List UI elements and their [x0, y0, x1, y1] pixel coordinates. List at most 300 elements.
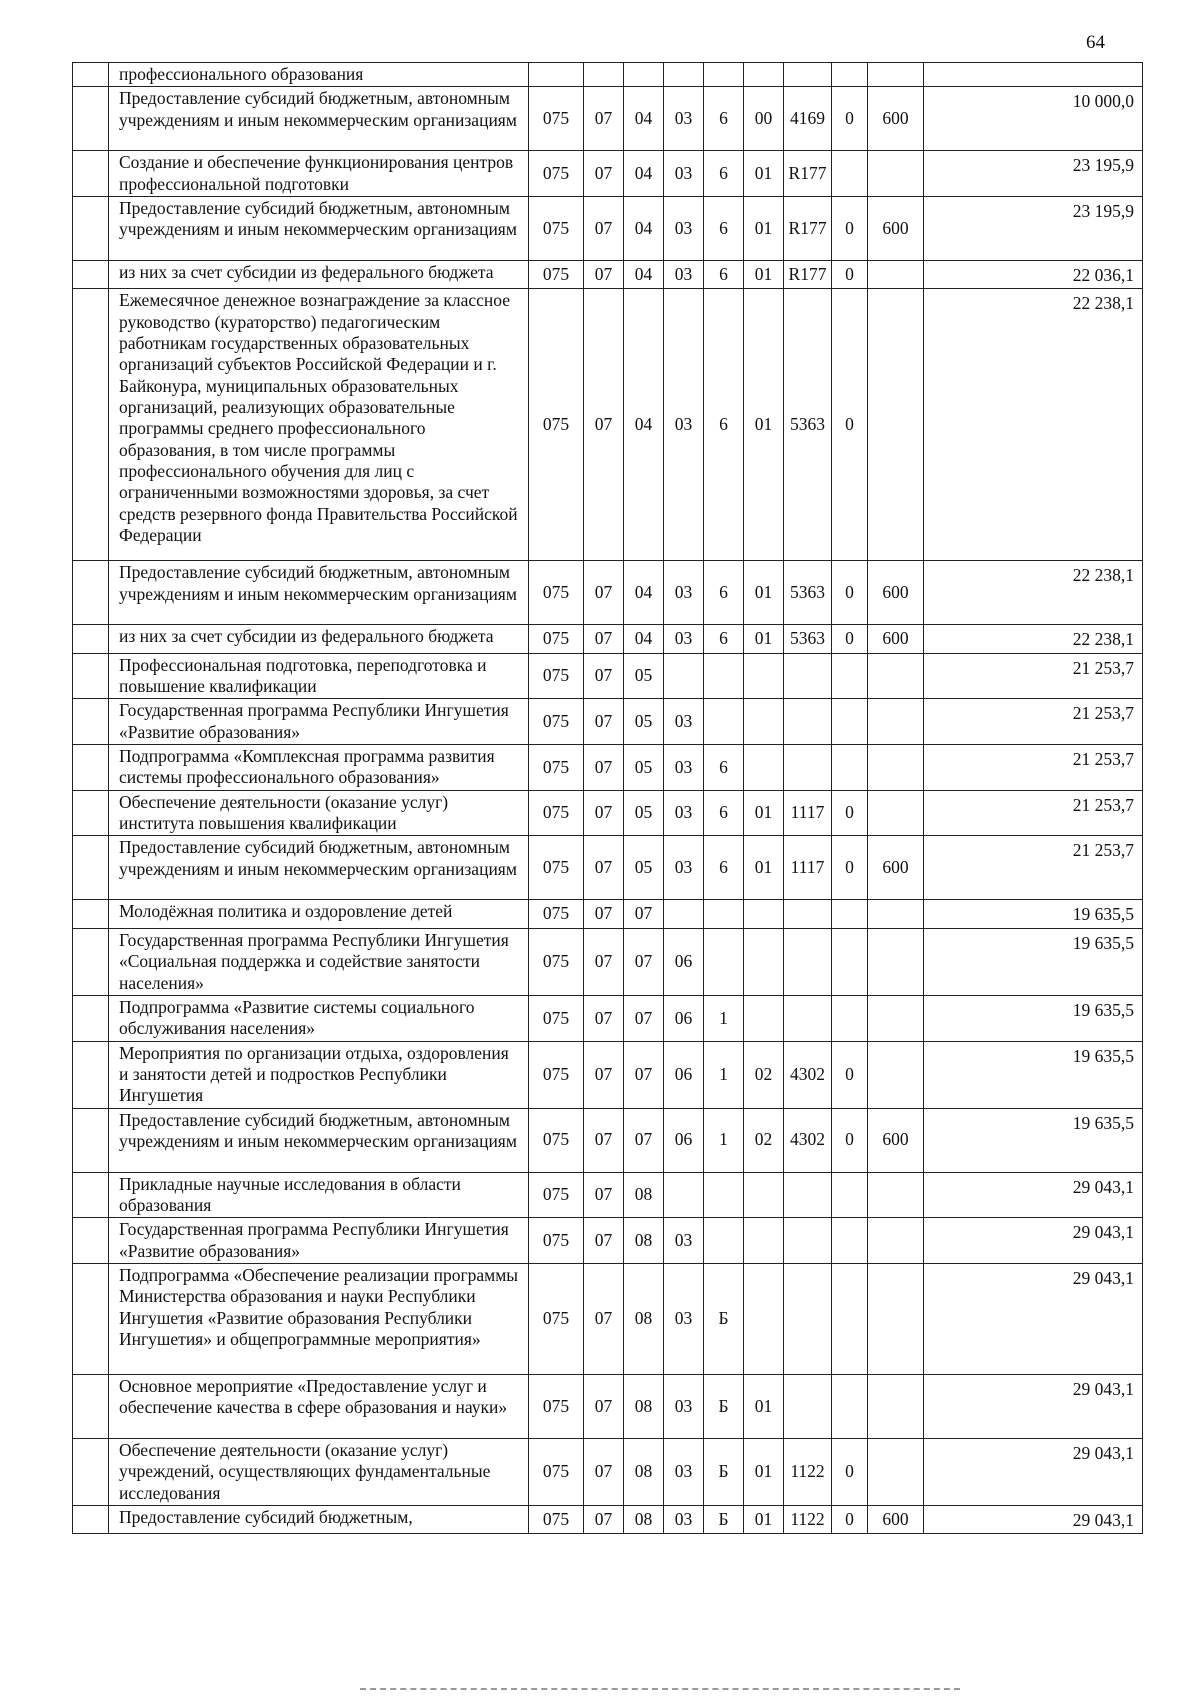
row-number-cell	[73, 87, 109, 151]
row-number-cell	[73, 1218, 109, 1264]
code-section: 07	[584, 928, 624, 995]
code-code-digit: 0	[832, 1108, 868, 1172]
code-subprogram	[704, 1218, 744, 1264]
table-row	[73, 561, 1143, 625]
code-subsection: 07	[624, 900, 664, 928]
code-section: 07	[584, 1438, 624, 1505]
code-section: 07	[584, 1108, 624, 1172]
row-name: Предоставление субсидий бюджетным,	[109, 1505, 529, 1533]
code-section: 07	[584, 1374, 624, 1438]
code-code-digit	[832, 928, 868, 995]
code-gl-admin: 075	[529, 900, 584, 928]
code-expense-type	[868, 1218, 924, 1264]
table-row	[73, 653, 1143, 699]
code-program: 03	[664, 561, 704, 625]
code-direction	[784, 745, 832, 791]
row-sum: 23 195,9	[924, 197, 1143, 261]
code-gl-admin: 075	[529, 1438, 584, 1505]
code-code-digit: 0	[832, 1505, 868, 1533]
code-direction: R177	[784, 261, 832, 289]
code-code-digit: 0	[832, 561, 868, 625]
code-main-activity: 01	[744, 1374, 784, 1438]
code-program: 03	[664, 745, 704, 791]
code-main-activity: 01	[744, 1505, 784, 1533]
code-direction: R177	[784, 151, 832, 197]
code-subsection: 04	[624, 87, 664, 151]
code-subsection: 04	[624, 151, 664, 197]
code-direction	[784, 900, 832, 928]
code-main-activity	[744, 995, 784, 1041]
code-code-digit	[832, 699, 868, 745]
code-subprogram: 6	[704, 151, 744, 197]
code-subprogram: 6	[704, 561, 744, 625]
code-section: 07	[584, 261, 624, 289]
code-subprogram: 6	[704, 625, 744, 653]
code-subsection: 08	[624, 1172, 664, 1218]
code-direction	[784, 653, 832, 699]
code-direction: 1117	[784, 836, 832, 900]
code-direction: 1122	[784, 1438, 832, 1505]
row-number-cell	[73, 1505, 109, 1533]
row-sum	[924, 63, 1143, 87]
row-number-cell	[73, 63, 109, 87]
code-gl-admin: 075	[529, 1263, 584, 1374]
code-code-digit	[832, 1218, 868, 1264]
code-section: 07	[584, 745, 624, 791]
row-sum: 19 635,5	[924, 1108, 1143, 1172]
code-subprogram: 1	[704, 1041, 744, 1108]
code-expense-type	[868, 289, 924, 561]
row-number-cell	[73, 790, 109, 836]
code-subsection	[624, 63, 664, 87]
code-gl-admin: 075	[529, 653, 584, 699]
code-subprogram	[704, 653, 744, 699]
table-row	[73, 1438, 1143, 1505]
row-name: Обеспечение деятельности (оказание услуг) института повышения квалификации	[109, 790, 529, 836]
code-subsection: 05	[624, 836, 664, 900]
row-sum: 22 238,1	[924, 289, 1143, 561]
code-subsection: 05	[624, 745, 664, 791]
code-subprogram: Б	[704, 1438, 744, 1505]
code-subsection: 08	[624, 1438, 664, 1505]
row-sum: 23 195,9	[924, 151, 1143, 197]
table-row	[73, 87, 1143, 151]
code-code-digit	[832, 1263, 868, 1374]
code-program: 03	[664, 625, 704, 653]
code-code-digit: 0	[832, 790, 868, 836]
table-row	[73, 289, 1143, 561]
code-direction: R177	[784, 197, 832, 261]
code-code-digit	[832, 151, 868, 197]
row-name: Подпрограмма «Обеспечение реализации программы Министерства образования и науки Республики Ингушетия «Развитие образования Республики Ингушетия» и общепрограммные мероприятия»	[109, 1263, 529, 1374]
table-row	[73, 699, 1143, 745]
row-number-cell	[73, 995, 109, 1041]
code-main-activity	[744, 1263, 784, 1374]
code-expense-type	[868, 928, 924, 995]
code-subsection: 04	[624, 261, 664, 289]
row-sum: 21 253,7	[924, 653, 1143, 699]
code-section: 07	[584, 625, 624, 653]
code-section: 07	[584, 1172, 624, 1218]
code-section: 07	[584, 790, 624, 836]
row-sum: 22 036,1	[924, 261, 1143, 289]
row-sum: 19 635,5	[924, 1041, 1143, 1108]
code-subprogram: 6	[704, 87, 744, 151]
code-gl-admin: 075	[529, 289, 584, 561]
row-name: Предоставление субсидий бюджетным, автономным учреждениям и иным некоммерческим организациям	[109, 1108, 529, 1172]
code-subsection: 07	[624, 995, 664, 1041]
code-subprogram: 6	[704, 261, 744, 289]
code-main-activity: 01	[744, 261, 784, 289]
row-number-cell	[73, 1263, 109, 1374]
budget-table	[72, 62, 1143, 1534]
code-program: 03	[664, 1505, 704, 1533]
code-gl-admin: 075	[529, 625, 584, 653]
code-program: 03	[664, 151, 704, 197]
code-section: 07	[584, 836, 624, 900]
code-gl-admin: 075	[529, 699, 584, 745]
row-name: Предоставление субсидий бюджетным, автономным учреждениям и иным некоммерческим организациям	[109, 197, 529, 261]
code-code-digit: 0	[832, 1438, 868, 1505]
table-row	[73, 63, 1143, 87]
row-sum: 10 000,0	[924, 87, 1143, 151]
code-expense-type	[868, 699, 924, 745]
code-program: 03	[664, 289, 704, 561]
code-code-digit: 0	[832, 289, 868, 561]
code-code-digit: 0	[832, 87, 868, 151]
code-subprogram: 6	[704, 197, 744, 261]
table-row	[73, 928, 1143, 995]
code-subsection: 07	[624, 1108, 664, 1172]
code-subprogram: Б	[704, 1505, 744, 1533]
code-code-digit	[832, 63, 868, 87]
code-program: 03	[664, 1374, 704, 1438]
code-expense-type	[868, 1172, 924, 1218]
code-code-digit: 0	[832, 625, 868, 653]
code-main-activity	[744, 745, 784, 791]
code-section: 07	[584, 1218, 624, 1264]
code-subprogram: 1	[704, 995, 744, 1041]
row-sum: 29 043,1	[924, 1172, 1143, 1218]
code-gl-admin: 075	[529, 790, 584, 836]
code-expense-type	[868, 790, 924, 836]
code-gl-admin: 075	[529, 1108, 584, 1172]
code-subsection: 08	[624, 1374, 664, 1438]
row-sum: 21 253,7	[924, 745, 1143, 791]
code-section: 07	[584, 151, 624, 197]
code-subprogram: Б	[704, 1263, 744, 1374]
row-sum: 29 043,1	[924, 1263, 1143, 1374]
code-gl-admin: 075	[529, 1172, 584, 1218]
code-subprogram: 1	[704, 1108, 744, 1172]
row-sum: 21 253,7	[924, 836, 1143, 900]
row-name: Мероприятия по организации отдыха, оздоровления и занятости детей и подростков Республики Ингушетия	[109, 1041, 529, 1108]
row-number-cell	[73, 197, 109, 261]
code-program: 06	[664, 995, 704, 1041]
code-subprogram: 6	[704, 745, 744, 791]
code-direction: 4302	[784, 1108, 832, 1172]
row-number-cell	[73, 836, 109, 900]
code-subprogram	[704, 928, 744, 995]
row-sum: 22 238,1	[924, 625, 1143, 653]
row-name: Государственная программа Республики Ингушетия «Социальная поддержка и содействие занятости населения»	[109, 928, 529, 995]
code-gl-admin: 075	[529, 1505, 584, 1533]
code-expense-type	[868, 261, 924, 289]
code-main-activity: 01	[744, 289, 784, 561]
row-number-cell	[73, 261, 109, 289]
code-main-activity: 01	[744, 625, 784, 653]
row-sum: 21 253,7	[924, 790, 1143, 836]
code-gl-admin: 075	[529, 1041, 584, 1108]
code-program: 03	[664, 87, 704, 151]
code-main-activity	[744, 653, 784, 699]
row-name: Профессиональная подготовка, переподготовка и повышение квалификации	[109, 653, 529, 699]
code-subsection: 07	[624, 928, 664, 995]
code-subsection: 05	[624, 699, 664, 745]
code-subprogram	[704, 63, 744, 87]
code-expense-type: 600	[868, 87, 924, 151]
code-gl-admin: 075	[529, 197, 584, 261]
row-name: Государственная программа Республики Ингушетия «Развитие образования»	[109, 1218, 529, 1264]
code-code-digit: 0	[832, 197, 868, 261]
code-direction	[784, 63, 832, 87]
row-number-cell	[73, 1374, 109, 1438]
table-row	[73, 625, 1143, 653]
code-code-digit	[832, 1172, 868, 1218]
code-program: 03	[664, 699, 704, 745]
row-sum: 29 043,1	[924, 1218, 1143, 1264]
code-direction	[784, 995, 832, 1041]
row-sum: 29 043,1	[924, 1505, 1143, 1533]
code-main-activity	[744, 1172, 784, 1218]
code-main-activity	[744, 699, 784, 745]
row-name: Молодёжная политика и оздоровление детей	[109, 900, 529, 928]
code-subsection: 08	[624, 1263, 664, 1374]
row-name: Подпрограмма «Комплексная программа развития системы профессионального образования»	[109, 745, 529, 791]
code-expense-type: 600	[868, 197, 924, 261]
table-row	[73, 900, 1143, 928]
code-main-activity: 01	[744, 790, 784, 836]
code-subsection: 08	[624, 1505, 664, 1533]
code-direction	[784, 1374, 832, 1438]
table-row	[73, 745, 1143, 791]
code-program: 03	[664, 1263, 704, 1374]
code-section: 07	[584, 900, 624, 928]
code-program	[664, 653, 704, 699]
table-row	[73, 151, 1143, 197]
row-number-cell	[73, 625, 109, 653]
code-gl-admin	[529, 63, 584, 87]
code-direction: 4302	[784, 1041, 832, 1108]
code-expense-type	[868, 151, 924, 197]
code-section: 07	[584, 995, 624, 1041]
row-name: Основное мероприятие «Предоставление услуг и обеспечение качества в сфере образования и науки»	[109, 1374, 529, 1438]
table-row	[73, 1263, 1143, 1374]
code-subprogram: Б	[704, 1374, 744, 1438]
code-gl-admin: 075	[529, 261, 584, 289]
table-row	[73, 1172, 1143, 1218]
row-number-cell	[73, 745, 109, 791]
code-section: 07	[584, 1263, 624, 1374]
code-main-activity: 01	[744, 197, 784, 261]
code-direction	[784, 1218, 832, 1264]
row-name: Прикладные научные исследования в области образования	[109, 1172, 529, 1218]
row-number-cell	[73, 699, 109, 745]
code-direction: 5363	[784, 289, 832, 561]
row-sum: 29 043,1	[924, 1438, 1143, 1505]
code-subsection: 04	[624, 289, 664, 561]
row-number-cell	[73, 1041, 109, 1108]
code-section: 07	[584, 289, 624, 561]
code-main-activity	[744, 900, 784, 928]
code-expense-type: 600	[868, 836, 924, 900]
row-number-cell	[73, 900, 109, 928]
row-sum: 19 635,5	[924, 995, 1143, 1041]
row-name: Предоставление субсидий бюджетным, автономным учреждениям и иным некоммерческим организациям	[109, 87, 529, 151]
code-subsection: 08	[624, 1218, 664, 1264]
table-row	[73, 995, 1143, 1041]
code-gl-admin: 075	[529, 928, 584, 995]
code-main-activity	[744, 928, 784, 995]
code-section: 07	[584, 561, 624, 625]
code-program: 03	[664, 261, 704, 289]
code-gl-admin: 075	[529, 836, 584, 900]
row-name: Предоставление субсидий бюджетным, автономным учреждениям и иным некоммерческим организациям	[109, 836, 529, 900]
row-name: из них за счет субсидии из федерального бюджета	[109, 261, 529, 289]
code-subprogram: 6	[704, 289, 744, 561]
code-expense-type: 600	[868, 1505, 924, 1533]
code-program: 03	[664, 197, 704, 261]
row-name: из них за счет субсидии из федерального бюджета	[109, 625, 529, 653]
code-direction: 1122	[784, 1505, 832, 1533]
footer-line	[360, 1688, 960, 1690]
code-subprogram	[704, 699, 744, 745]
code-expense-type	[868, 900, 924, 928]
code-code-digit	[832, 653, 868, 699]
row-sum: 22 238,1	[924, 561, 1143, 625]
code-section: 07	[584, 87, 624, 151]
row-name: профессионального образования	[109, 63, 529, 87]
code-gl-admin: 075	[529, 561, 584, 625]
code-subsection: 04	[624, 561, 664, 625]
code-gl-admin: 075	[529, 1218, 584, 1264]
code-section	[584, 63, 624, 87]
code-expense-type	[868, 745, 924, 791]
code-main-activity	[744, 63, 784, 87]
row-number-cell	[73, 1438, 109, 1505]
code-expense-type	[868, 1263, 924, 1374]
code-expense-type	[868, 1374, 924, 1438]
code-gl-admin: 075	[529, 87, 584, 151]
row-number-cell	[73, 561, 109, 625]
row-sum: 29 043,1	[924, 1374, 1143, 1438]
table-row	[73, 1041, 1143, 1108]
code-expense-type	[868, 1041, 924, 1108]
code-subsection: 05	[624, 790, 664, 836]
code-subsection: 04	[624, 625, 664, 653]
table-row	[73, 197, 1143, 261]
row-sum: 19 635,5	[924, 928, 1143, 995]
code-program	[664, 1172, 704, 1218]
code-program	[664, 63, 704, 87]
code-section: 07	[584, 1505, 624, 1533]
code-program	[664, 900, 704, 928]
code-section: 07	[584, 653, 624, 699]
code-expense-type	[868, 653, 924, 699]
code-program: 03	[664, 836, 704, 900]
row-number-cell	[73, 1172, 109, 1218]
row-name: Предоставление субсидий бюджетным, автономным учреждениям и иным некоммерческим организациям	[109, 561, 529, 625]
code-expense-type	[868, 63, 924, 87]
code-direction: 4169	[784, 87, 832, 151]
row-number-cell	[73, 653, 109, 699]
code-direction	[784, 1263, 832, 1374]
code-direction	[784, 928, 832, 995]
code-section: 07	[584, 197, 624, 261]
code-program: 06	[664, 1108, 704, 1172]
code-main-activity: 01	[744, 836, 784, 900]
code-code-digit: 0	[832, 836, 868, 900]
code-subprogram: 6	[704, 836, 744, 900]
table-row	[73, 1108, 1143, 1172]
table-row	[73, 1374, 1143, 1438]
code-main-activity: 01	[744, 561, 784, 625]
code-expense-type: 600	[868, 561, 924, 625]
code-subsection: 04	[624, 197, 664, 261]
code-section: 07	[584, 1041, 624, 1108]
row-number-cell	[73, 289, 109, 561]
row-number-cell	[73, 1108, 109, 1172]
code-gl-admin: 075	[529, 151, 584, 197]
table-row	[73, 1505, 1143, 1533]
code-expense-type: 600	[868, 625, 924, 653]
table-row	[73, 836, 1143, 900]
code-direction	[784, 1172, 832, 1218]
code-main-activity: 01	[744, 151, 784, 197]
code-main-activity: 02	[744, 1108, 784, 1172]
code-section: 07	[584, 699, 624, 745]
row-number-cell	[73, 928, 109, 995]
code-main-activity: 02	[744, 1041, 784, 1108]
code-program: 06	[664, 928, 704, 995]
code-gl-admin: 075	[529, 745, 584, 791]
code-code-digit	[832, 995, 868, 1041]
code-main-activity: 01	[744, 1438, 784, 1505]
code-code-digit: 0	[832, 261, 868, 289]
table-row	[73, 790, 1143, 836]
code-direction: 5363	[784, 625, 832, 653]
code-direction: 1117	[784, 790, 832, 836]
code-subprogram	[704, 1172, 744, 1218]
row-sum: 19 635,5	[924, 900, 1143, 928]
page-number: 64	[1086, 32, 1105, 53]
code-subsection: 07	[624, 1041, 664, 1108]
table-body	[73, 63, 1143, 1534]
row-name: Создание и обеспечение функционирования центров профессиональной подготовки	[109, 151, 529, 197]
code-main-activity	[744, 1218, 784, 1264]
code-direction	[784, 699, 832, 745]
row-name: Государственная программа Республики Ингушетия «Развитие образования»	[109, 699, 529, 745]
table-row	[73, 1218, 1143, 1264]
code-program: 03	[664, 790, 704, 836]
code-expense-type: 600	[868, 1108, 924, 1172]
row-name: Обеспечение деятельности (оказание услуг) учреждений, осуществляющих фундаментальные исследования	[109, 1438, 529, 1505]
code-program: 03	[664, 1438, 704, 1505]
code-code-digit	[832, 1374, 868, 1438]
code-code-digit	[832, 745, 868, 791]
code-subsection: 05	[624, 653, 664, 699]
row-name: Ежемесячное денежное вознаграждение за классное руководство (кураторство) педагогическим работникам государственных образовательных организаций субъектов Российской Федерации и г. Байконура, муниципальных образовательных организаций, реализующих образовательные программы среднего профессионального образования, в том числе программы профессионального обучения для лиц с ограниченными возможностями здоровья, за счет средств резервного фонда Правительства Российской Федерации	[109, 289, 529, 561]
